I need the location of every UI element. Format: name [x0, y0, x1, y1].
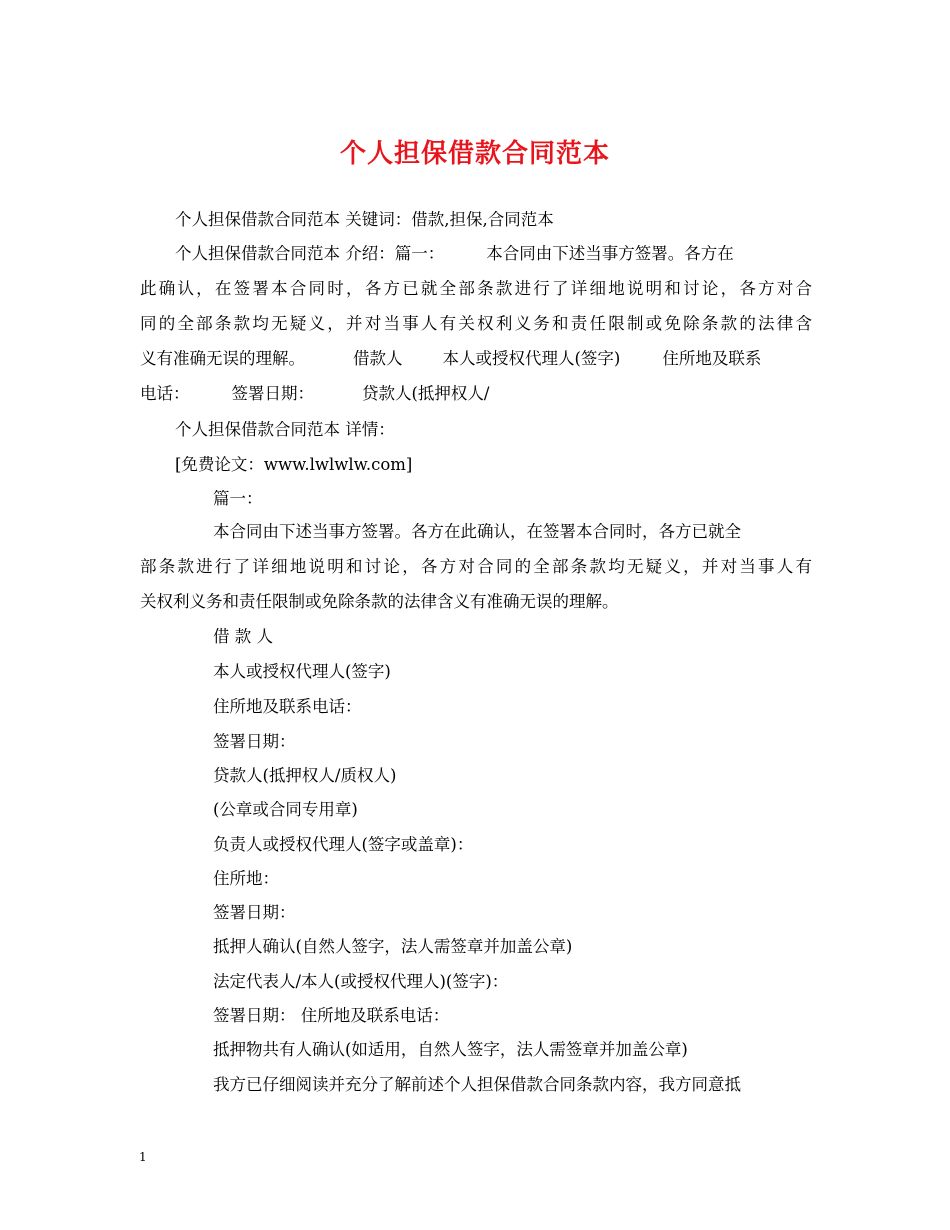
field-line: 抵押人确认(自然人签字，法人需签章并加盖公章)	[213, 937, 573, 956]
intro-line-5: 电话： 签署日期： 贷款人(抵押权人/	[140, 384, 490, 403]
body-line-3: 关权利义务和责任限制或免除条款的法律含义有准确无误的理解。	[140, 592, 619, 611]
page-number: 1	[139, 1150, 147, 1164]
closing-line: 我方已仔细阅读并充分了解前述个人担保借款合同条款内容，我方同意抵	[213, 1075, 741, 1094]
field-line: 抵押物共有人确认(如适用，自然人签字，法人需签章并加盖公章)	[213, 1040, 688, 1059]
field-line: 本人或授权代理人(签字)	[213, 662, 391, 681]
field-line: (公章或合同专用章)	[213, 800, 358, 819]
field-line: 签署日期：	[213, 903, 296, 922]
field-line: 签署日期： 住所地及联系电话：	[213, 1006, 450, 1025]
field-line: 签署日期：	[213, 732, 296, 751]
field-line: 住所地及联系电话：	[213, 697, 362, 716]
field-line: 负责人或授权代理人(签字或盖章)：	[213, 835, 474, 854]
field-line: 住所地：	[213, 869, 279, 888]
intro-line-2: 此确认，在签署本合同时，各方已就全部条款进行了详细地说明和讨论，各方对合	[140, 279, 812, 298]
field-line: 法定代表人/本人(或授权代理人)(签字)：	[213, 972, 509, 991]
intro-line-3: 同的全部条款均无疑义，并对当事人有关权利义务和责任限制或免除条款的法律含	[140, 314, 812, 333]
intro-label: 个人担保借款合同范本 介绍：篇一：	[175, 244, 445, 263]
intro-line-4: 义有准确无误的理解。 借款人 本人或授权代理人(签字) 住所地及联系	[140, 349, 762, 368]
field-line: 借 款 人	[213, 627, 273, 646]
keywords-line: 个人担保借款合同范本 关键词：借款,担保,合同范本	[175, 210, 554, 229]
document-title: 个人担保借款合同范本	[339, 139, 610, 169]
intro-text: 本合同由下述当事方签署。各方在	[486, 244, 734, 263]
intro-line-1	[175, 244, 734, 264]
body-line-1: 本合同由下述当事方签署。各方在此确认，在签署本合同时，各方已就全	[213, 522, 741, 541]
details-line: 个人担保借款合同范本 详情：	[175, 420, 395, 439]
field-line: 贷款人(抵押权人/质权人)	[213, 766, 397, 785]
section-heading: 篇一：	[213, 489, 263, 508]
body-line-2: 部条款进行了详细地说明和讨论，各方对合同的全部条款均无疑义，并对当事人有	[140, 557, 812, 576]
source-line: [免费论文：www.lwlwlw.com]	[175, 455, 413, 474]
